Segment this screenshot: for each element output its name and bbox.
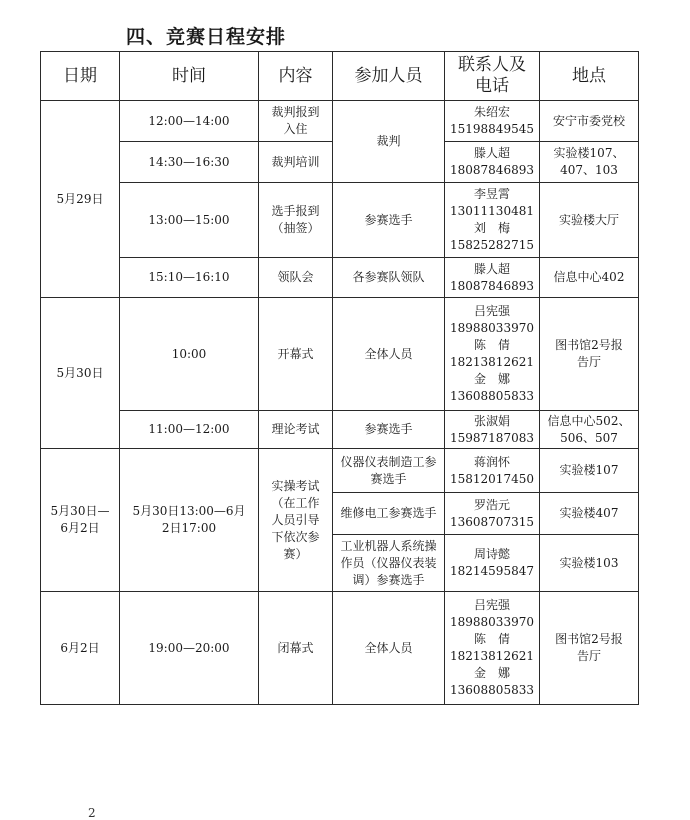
time-cell: 10:00 [120, 298, 259, 411]
participants-cell: 各参赛队领队 [333, 258, 445, 298]
date-cell: 5月30日 [41, 298, 120, 449]
contact-cell: 吕宪强 18988033970 陈 倩 18213812621 金 娜 13608805833 [445, 592, 540, 705]
content-cell: 闭幕式 [259, 592, 333, 705]
content-cell: 领队会 [259, 258, 333, 298]
participants-cell: 裁判 [333, 101, 445, 183]
location-cell: 实验楼103 [540, 535, 639, 592]
content-cell: 选手报到（抽签） [259, 183, 333, 258]
location-cell: 安宁市委党校 [540, 101, 639, 142]
table-row [41, 449, 639, 493]
location-cell: 图书馆2号报告厅 [540, 592, 639, 705]
participants-cell: 全体人员 [333, 298, 445, 411]
content-cell: 理论考试 [259, 411, 333, 449]
page-number: 2 [88, 806, 96, 820]
time-cell: 14:30—16:30 [120, 142, 259, 183]
table-row [41, 183, 639, 258]
location-cell: 实验楼大厅 [540, 183, 639, 258]
content-cell: 开幕式 [259, 298, 333, 411]
participants-cell: 维修电工参赛选手 [333, 493, 445, 535]
contact-cell: 李昱霄 13011130481 刘 梅 15825282715 [445, 183, 540, 258]
location-cell: 信息中心402 [540, 258, 639, 298]
contact-cell: 滕人超 18087846893 [445, 258, 540, 298]
header-participants: 参加人员 [333, 52, 445, 101]
date-cell: 5月29日 [41, 101, 120, 298]
header-row [41, 52, 639, 101]
header-content: 内容 [259, 52, 333, 101]
location-cell: 实验楼107 [540, 449, 639, 493]
table-row [41, 298, 639, 411]
table-row [41, 592, 639, 705]
header-location: 地点 [540, 52, 639, 101]
participants-cell: 参赛选手 [333, 411, 445, 449]
content-cell: 裁判报到入住 [259, 101, 333, 142]
time-cell: 12:00—14:00 [120, 101, 259, 142]
participants-cell: 全体人员 [333, 592, 445, 705]
date-cell: 5月30日—6月2日 [41, 449, 120, 592]
table-row [41, 411, 639, 449]
content-cell: 裁判培训 [259, 142, 333, 183]
time-cell: 13:00—15:00 [120, 183, 259, 258]
location-cell: 实验楼107、407、103 [540, 142, 639, 183]
participants-cell: 仪器仪表制造工参赛选手 [333, 449, 445, 493]
participants-cell: 参赛选手 [333, 183, 445, 258]
time-cell: 5月30日13:00—6月2日17:00 [120, 449, 259, 592]
contact-cell: 蒋润怀 15812017450 [445, 449, 540, 493]
contact-cell: 周诗懿 18214595847 [445, 535, 540, 592]
location-cell: 图书馆2号报告厅 [540, 298, 639, 411]
time-cell: 15:10—16:10 [120, 258, 259, 298]
time-cell: 19:00—20:00 [120, 592, 259, 705]
header-date: 日期 [41, 52, 120, 101]
table-row [41, 258, 639, 298]
schedule-table [40, 51, 639, 705]
contact-cell: 罗浩元 13608707315 [445, 493, 540, 535]
time-cell: 11:00—12:00 [120, 411, 259, 449]
location-cell: 实验楼407 [540, 493, 639, 535]
date-cell: 6月2日 [41, 592, 120, 705]
table-row [41, 101, 639, 142]
header-time: 时间 [120, 52, 259, 101]
content-cell: 实操考试（在工作人员引导下依次参赛） [259, 449, 333, 592]
contact-cell: 吕宪强 18988033970 陈 倩 18213812621 金 娜 13608805833 [445, 298, 540, 411]
contact-cell: 朱绍宏 15198849545 [445, 101, 540, 142]
contact-cell: 张淑娟 15987187083 [445, 411, 540, 449]
participants-cell: 工业机器人系统操作员（仪器仪表装调）参赛选手 [333, 535, 445, 592]
contact-cell: 滕人超 18087846893 [445, 142, 540, 183]
page-title: 四、竞赛日程安排 [126, 26, 287, 48]
header-contact: 联系人及电话 [445, 52, 540, 101]
location-cell: 信息中心502、506、507 [540, 411, 639, 449]
